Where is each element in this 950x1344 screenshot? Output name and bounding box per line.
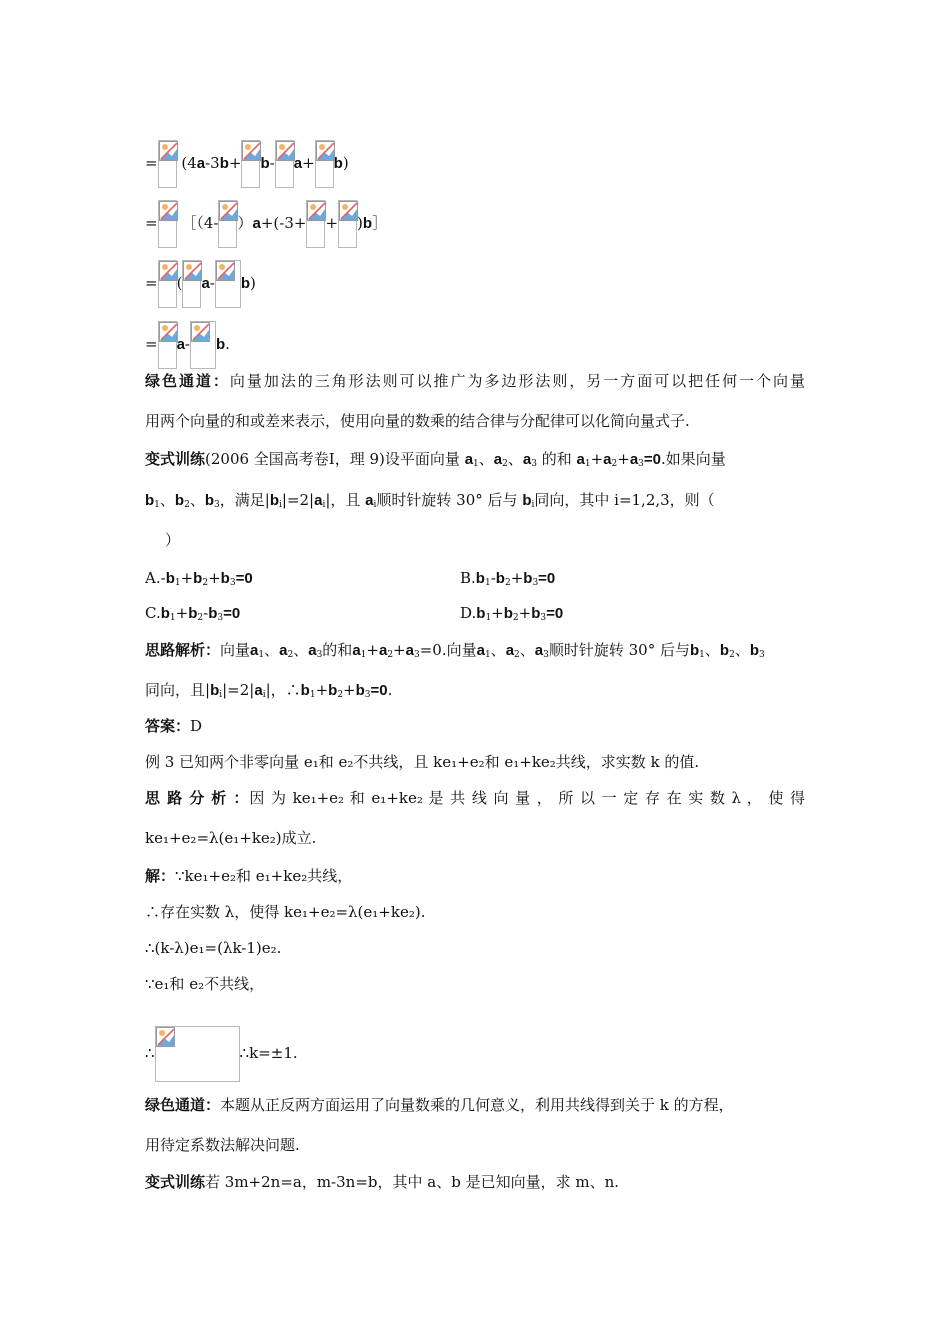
vector-b: b xyxy=(260,155,270,172)
vector-b: b xyxy=(219,155,229,172)
text: + xyxy=(315,681,329,699)
green-channel-2-line1 xyxy=(145,1095,734,1115)
text: 3 xyxy=(759,650,765,660)
text: i xyxy=(219,690,223,700)
text: ke₁+e₂=λ(e₁+ke₂)成立. xyxy=(145,829,317,847)
green-channel-1-line1 xyxy=(145,371,805,391)
text: 3 xyxy=(638,459,644,469)
broken-image-icon xyxy=(158,140,177,188)
text: b xyxy=(523,570,533,587)
text: + xyxy=(491,604,504,622)
text: a xyxy=(603,451,612,468)
text: 1 xyxy=(473,459,479,469)
text: 、 xyxy=(734,641,750,659)
text: 同向，且| xyxy=(145,681,211,699)
answer xyxy=(145,716,202,736)
text: + xyxy=(343,681,356,699)
text: (4 xyxy=(181,154,197,172)
text: ） xyxy=(237,214,253,232)
broken-image-icon xyxy=(155,1026,240,1082)
text: 同向，其中 i=1,2,3，则（ xyxy=(534,491,715,509)
text: D. xyxy=(460,604,477,622)
eq-sign: = xyxy=(145,274,158,292)
text: a xyxy=(254,682,263,699)
text: ( xyxy=(176,274,183,292)
text: . xyxy=(225,335,230,353)
text: 1 xyxy=(258,650,265,660)
text: b xyxy=(475,570,485,587)
analysis-label: 思 路 分 析 ： xyxy=(145,789,250,807)
text: a xyxy=(378,642,388,659)
text: ］ xyxy=(372,214,388,232)
text: b xyxy=(188,605,198,622)
text: a xyxy=(405,642,414,659)
step-1 xyxy=(145,140,349,188)
text: b xyxy=(145,492,155,509)
text: + xyxy=(175,604,189,622)
text: 、 xyxy=(264,641,280,659)
text: b xyxy=(208,605,218,622)
text: + xyxy=(510,569,524,587)
text: ∴存在实数 λ，使得 ke₁+e₂=λ(e₁+ke₂). xyxy=(145,903,426,921)
broken-image-icon xyxy=(158,200,177,248)
text: 2 xyxy=(184,500,190,510)
text: b xyxy=(210,682,220,699)
text: ∴k=±1. xyxy=(239,1044,298,1062)
text: i xyxy=(373,500,377,510)
text: a xyxy=(279,642,288,659)
broken-image-icon xyxy=(215,260,241,308)
broken-image-icon xyxy=(158,321,177,369)
text: a xyxy=(365,492,374,509)
text: 3 xyxy=(217,613,224,623)
broken-image-icon xyxy=(158,260,177,308)
green-channel-1-line2 xyxy=(145,411,690,431)
eq-sign: = xyxy=(145,154,158,172)
text: C. xyxy=(145,604,161,622)
text: ，满足| xyxy=(219,491,270,509)
text: 2 xyxy=(502,459,508,469)
text: 1 xyxy=(584,459,591,469)
text: + xyxy=(325,214,339,232)
step-2 xyxy=(145,200,387,248)
text: b xyxy=(503,605,513,622)
step-3 xyxy=(145,260,256,308)
text: ) xyxy=(357,214,363,232)
text: b xyxy=(522,492,532,509)
text: 、 xyxy=(293,641,309,659)
vector-b: b xyxy=(240,275,251,292)
text: 、 xyxy=(704,641,720,659)
text: 2 xyxy=(202,578,209,588)
text: 若 3m+2n=a，m-3n=b，其中 a、b 是已知向量，求 m、n. xyxy=(205,1173,620,1191)
text: i xyxy=(322,500,326,510)
option-d xyxy=(460,603,563,624)
broken-image-icon xyxy=(190,321,216,369)
text: b xyxy=(220,570,230,587)
text: . xyxy=(661,450,666,468)
text: 1 xyxy=(154,500,160,510)
broken-image-icon xyxy=(338,200,357,248)
variant-label: 变式训练 xyxy=(145,450,206,468)
text: b xyxy=(689,642,700,659)
text: a xyxy=(505,642,515,659)
text: ) xyxy=(250,274,256,292)
text: 的和 xyxy=(322,641,353,659)
text: + xyxy=(208,569,221,587)
text: 2 xyxy=(197,613,204,623)
text: b xyxy=(300,682,310,699)
text: +(-3+ xyxy=(260,214,307,232)
text: =0 xyxy=(235,570,253,587)
text: + xyxy=(617,450,630,468)
text: 3 xyxy=(229,578,236,588)
text: 1 xyxy=(485,613,492,623)
text: ∵ke₁+e₂和 e₁+ke₂共线， xyxy=(175,867,353,885)
text: a xyxy=(250,642,259,659)
text: 、 xyxy=(507,450,523,468)
text: - xyxy=(203,604,209,622)
broken-image-icon xyxy=(182,260,201,308)
text: + xyxy=(393,641,406,659)
answer-value: D xyxy=(190,717,203,735)
text: b xyxy=(495,570,505,587)
text: ) xyxy=(342,154,349,172)
vector-a: a xyxy=(176,336,185,353)
analysis-label: 思路解析： xyxy=(145,641,221,659)
text: 2 xyxy=(387,650,394,660)
text: a xyxy=(464,451,474,468)
text: A. xyxy=(145,569,161,587)
text: b xyxy=(174,492,185,509)
text: b xyxy=(269,492,279,509)
example-text: 例 3 已知两个非零向量 e₁和 e₂不共线，且 ke₁+e₂和 e₁+ke₂共线，求实数 k 的值. xyxy=(145,753,700,771)
text: 2 xyxy=(611,459,618,469)
text: 、 xyxy=(490,641,506,659)
paragraph-text: (2006 全国高考卷Ⅰ，理 9)设平面向量 xyxy=(205,450,460,468)
text: b xyxy=(193,570,203,587)
text: i xyxy=(278,500,282,510)
paragraph-text: 用两个向量的和或差来表示，使用向量的数乘的结合律与分配律可以化简向量式子. xyxy=(145,412,690,430)
text: 、 xyxy=(159,491,175,509)
text: b xyxy=(355,682,365,699)
solution-line3 xyxy=(145,938,281,958)
text: a xyxy=(534,642,544,659)
broken-image-icon xyxy=(315,140,334,188)
text: - xyxy=(209,274,215,292)
variant-training-2 xyxy=(145,1172,619,1192)
text: b xyxy=(160,605,170,622)
text: |=2| xyxy=(281,491,315,509)
text: b xyxy=(476,605,486,622)
text: + xyxy=(366,641,379,659)
text: 1 xyxy=(484,578,491,588)
text: 3 xyxy=(532,578,539,588)
text: 1 xyxy=(309,690,316,700)
text: - xyxy=(184,335,190,353)
text: 向量 xyxy=(220,641,251,659)
text: =0 xyxy=(223,605,241,622)
text: |，且 xyxy=(325,491,366,509)
text: 2 xyxy=(514,650,520,660)
text: a xyxy=(522,451,532,468)
option-c xyxy=(145,603,240,624)
solution-line4 xyxy=(145,974,264,994)
vector-a: a xyxy=(201,275,210,292)
green-channel-label: 绿色通道： xyxy=(145,1096,221,1114)
text: ∵e₁和 e₂不共线， xyxy=(145,975,265,993)
green-channel-label: 绿色通道： xyxy=(145,372,230,390)
text: 的和 xyxy=(541,450,577,468)
text: 2 xyxy=(512,613,519,623)
text: |，∴ xyxy=(265,681,301,699)
text: i xyxy=(262,690,266,700)
text: - xyxy=(490,569,496,587)
text: 3 xyxy=(214,500,220,510)
text: 1 xyxy=(169,613,176,623)
example-3 xyxy=(145,752,699,772)
vector-b: b xyxy=(362,215,373,232)
vector-a: a xyxy=(196,155,206,172)
text: =0 xyxy=(546,605,564,622)
broken-image-icon xyxy=(306,200,325,248)
text: a xyxy=(629,451,639,468)
text: ） xyxy=(150,531,181,549)
text: a xyxy=(476,642,485,659)
text: 用待定系数法解决问题. xyxy=(145,1136,300,1154)
analysis-1-line1 xyxy=(145,640,765,661)
solution-line2 xyxy=(145,902,425,922)
text: ∴(k-λ)e₁=(λk-1)e₂. xyxy=(145,939,282,957)
text: + xyxy=(518,604,532,622)
text: B. xyxy=(460,569,476,587)
text: 、 xyxy=(189,491,205,509)
text: b xyxy=(204,492,215,509)
analysis-2-line1 xyxy=(145,788,805,808)
text: + xyxy=(590,450,604,468)
text: =0 xyxy=(538,570,556,587)
eq-sign: = xyxy=(145,214,158,232)
text: a xyxy=(314,492,323,509)
text: ［（4- xyxy=(181,214,219,232)
text: b xyxy=(719,642,730,659)
text: a xyxy=(308,642,317,659)
text: 2 xyxy=(504,578,511,588)
text: |=2| xyxy=(222,681,255,699)
text: i xyxy=(531,500,535,510)
text: b xyxy=(328,682,338,699)
text: 、 xyxy=(519,641,535,659)
text: 3 xyxy=(531,459,537,469)
text: b xyxy=(165,570,175,587)
text: - xyxy=(160,569,166,587)
text: . xyxy=(387,681,393,699)
text: b xyxy=(749,642,759,659)
text: 顺时针旋转 30° 后与 xyxy=(376,491,523,509)
text: a xyxy=(576,451,585,468)
broken-image-icon xyxy=(218,200,237,248)
text: 3 xyxy=(413,650,420,660)
solution-label: 解： xyxy=(145,867,176,885)
variant-training-1-line3 xyxy=(150,530,180,550)
text: - xyxy=(269,154,275,172)
solution-line1 xyxy=(145,866,352,886)
text: + xyxy=(228,154,242,172)
text: 3 xyxy=(316,650,323,660)
vector-a: a xyxy=(252,215,261,232)
solution-line5 xyxy=(145,1026,298,1082)
paragraph-text: 向量加法的三角形法则可以推广为多边形法则，另一方面可以把任何一个向量 xyxy=(229,372,805,390)
text: 2 xyxy=(729,650,735,660)
variant-training-1-line2 xyxy=(145,490,715,511)
text: =0.向量 xyxy=(419,641,477,659)
text: 顺时针旋转 30° 后与 xyxy=(548,641,690,659)
text: 2 xyxy=(287,650,294,660)
analysis-1-line2 xyxy=(145,680,392,701)
text: a xyxy=(493,451,503,468)
text: 1 xyxy=(699,650,705,660)
text: 本题从正反两方面运用了向量数乘的几何意义，利用共线得到关于 k 的方程， xyxy=(220,1096,734,1114)
vector-b: b xyxy=(216,336,226,353)
text: 3 xyxy=(364,690,371,700)
vector-b: b xyxy=(333,155,343,172)
variant-label: 变式训练 xyxy=(145,1173,206,1191)
green-channel-2-line2 xyxy=(145,1135,300,1155)
text: =0 xyxy=(370,682,388,699)
text: =0 xyxy=(643,451,662,468)
text: 2 xyxy=(337,690,344,700)
text: 3 xyxy=(543,650,549,660)
text: a xyxy=(352,642,361,659)
eq-sign: = xyxy=(145,335,158,353)
option-a xyxy=(145,568,253,589)
vector-a: a xyxy=(293,155,303,172)
text: b xyxy=(531,605,541,622)
broken-image-icon xyxy=(241,140,260,188)
broken-image-icon xyxy=(275,140,294,188)
text: 因 为 ke₁+e₂ 和 e₁+ke₂ 是 共 线 向 量 ， 所 以 一 定 存 在 实 数 λ ， 使 得 xyxy=(249,789,805,807)
text: + xyxy=(180,569,194,587)
text: 1 xyxy=(174,578,181,588)
answer-label: 答案： xyxy=(145,717,191,735)
variant-training-1-line1 xyxy=(145,449,726,470)
text: 1 xyxy=(360,650,367,660)
text: 如果向量 xyxy=(665,450,726,468)
option-b xyxy=(460,568,555,589)
text: 3 xyxy=(540,613,547,623)
text: 、 xyxy=(478,450,494,468)
step-4 xyxy=(145,321,230,369)
analysis-2-line2 xyxy=(145,828,316,848)
text: ∴ xyxy=(145,1044,155,1062)
text: + xyxy=(302,154,315,172)
text: -3 xyxy=(205,154,220,172)
text: 1 xyxy=(484,650,491,660)
